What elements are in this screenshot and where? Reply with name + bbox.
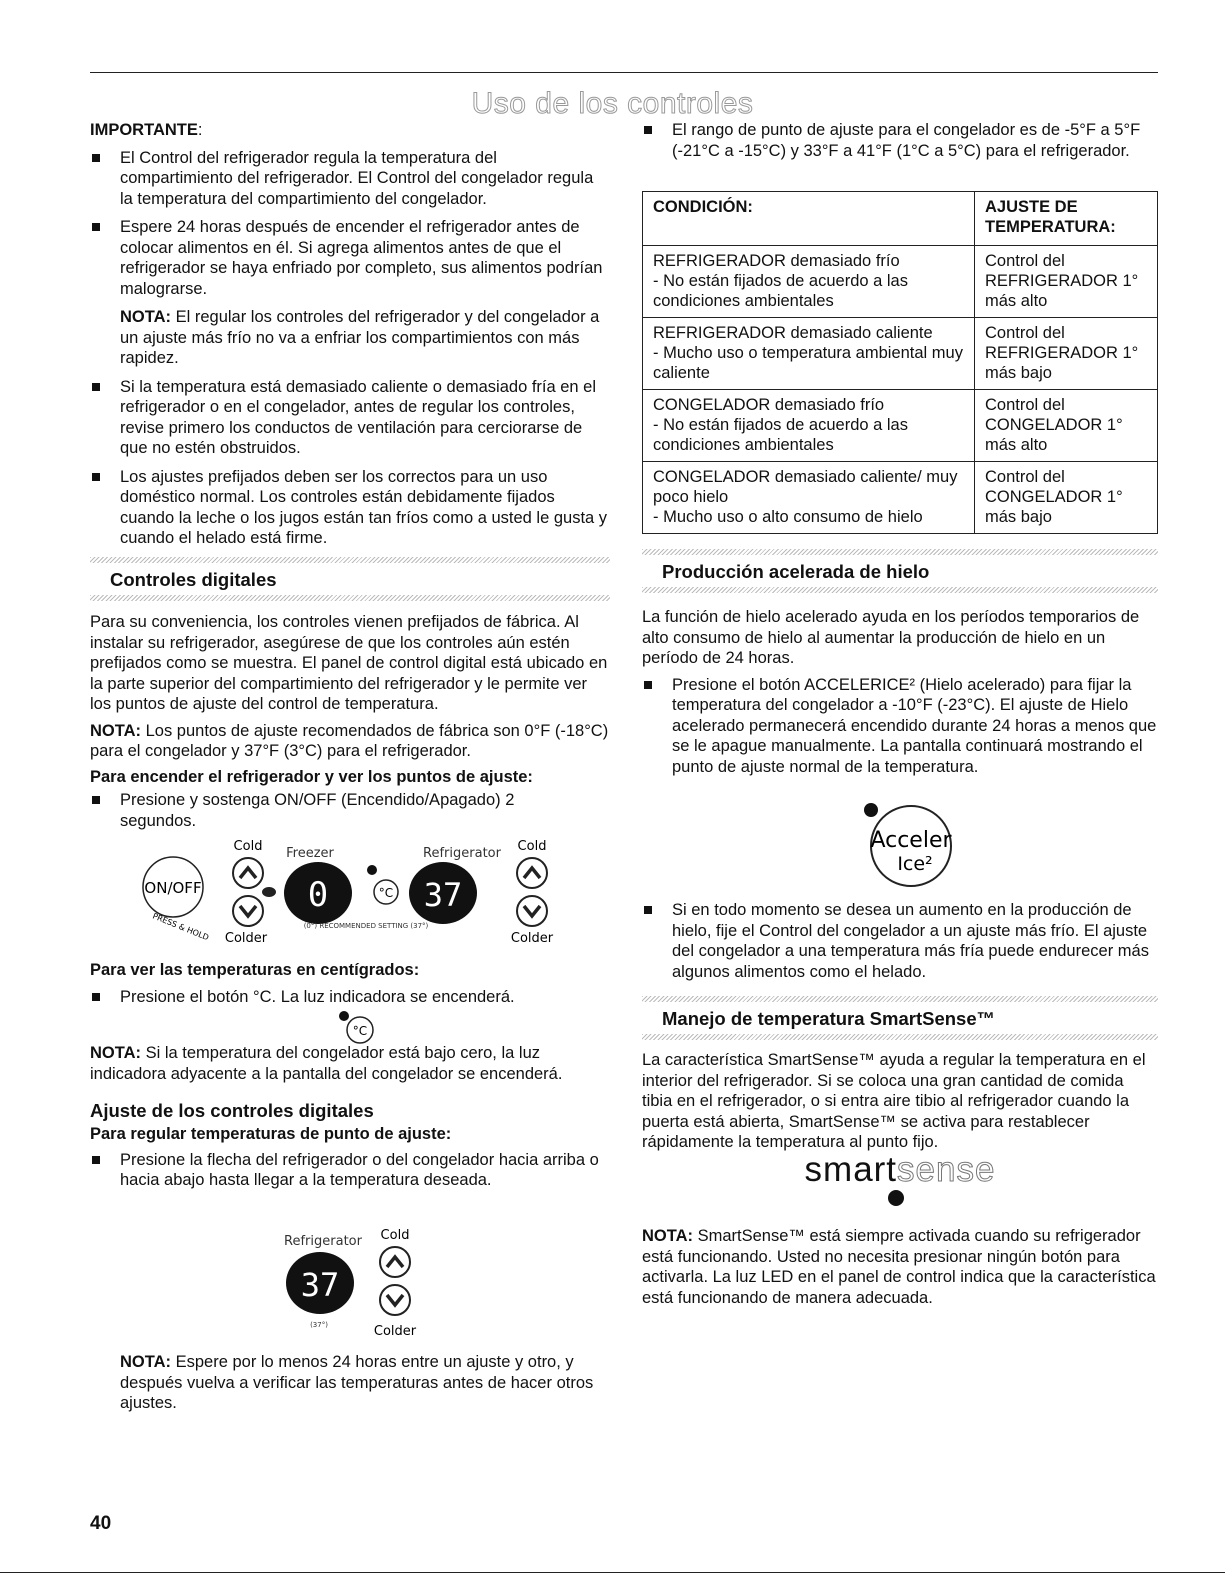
list-item: El Control del refrigerador regula la temperatura del compartimiento del refrigerador. El Control del congelador regula la temperatura del compartimiento del congelador. — [90, 148, 610, 210]
freezer-up-arrow-icon[interactable] — [233, 858, 263, 888]
nota3-section — [90, 1043, 615, 1191]
list-item: Presione la flecha del refrigerador o del congelador hacia arriba o hacia abajo hasta llegar a la temperatura deseada. — [90, 1150, 615, 1191]
table-row — [643, 462, 1158, 534]
refrigerator-control-illustration — [276, 1225, 436, 1343]
nota-paragraph: NOTA: Espere por lo menos 24 horas entre un ajuste y otro, y después vuelva a verificar las temperaturas antes de hacer otros ajustes. — [120, 1353, 594, 1412]
column-header: AJUSTE DE TEMPERATURA: — [975, 192, 1158, 246]
table-row — [643, 318, 1158, 390]
adjust-line: más bajo — [985, 364, 1052, 382]
adjust-line: Control del — [985, 324, 1065, 342]
freezer-label: Freezer — [286, 846, 334, 861]
list-item: Si en todo momento se desea un aumento en la producción de hielo, fije el Control del congelador a un ajuste más frío. El ajuste del congelador a una temperatura más fría puede endurecer más algunos alimentos como el helado. — [642, 900, 1158, 982]
encender-list — [90, 790, 610, 831]
section-heading: Producción acelerada de hielo — [662, 561, 930, 582]
table-header-row — [643, 192, 1158, 246]
colder-label-left: Colder — [224, 931, 268, 946]
digital-paragraph: Para su conveniencia, los controles vienen prefijados de fábrica. Al instalar su refrigerador, asegúrese de que los controles aún estén prefijados como se muestra. El panel de control digital está ubicado en la parte superior del compartimiento del refrigerador y le permite ver los puntos de ajuste del control de temperatura. — [90, 613, 608, 713]
refrigerator-value: 37 — [423, 876, 463, 914]
accelerice-label-1: Acceler — [870, 828, 952, 853]
hielo-list — [642, 675, 1158, 778]
condition-detail: - Mucho uso o temperatura ambiental muy caliente — [653, 344, 963, 382]
importante-list-2 — [90, 377, 610, 549]
adjust-line: más alto — [985, 436, 1048, 454]
rango-list — [642, 120, 1158, 161]
digital-section — [90, 612, 610, 831]
regular-list — [90, 1150, 615, 1191]
column-header: CONDICIÓN: — [643, 192, 975, 246]
smartsense-paragraph: La característica SmartSense™ ayuda a regular la temperatura en el interior del refrigerador. Si se coloca una gran cantidad de comida tibia en el refrigerador, o si entra aire tibio al refrigerador cuando la puerta está abierta, SmartSense™ se activa para restablecer rápidamente la temperatura al punto fijo. — [642, 1051, 1146, 1151]
hielo-list-2 — [642, 900, 1158, 982]
freezer-value: 0 — [307, 875, 329, 915]
press-hold-label: PRESS & HOLD — [151, 911, 211, 943]
condition-detail: - No están fijados de acuerdo a las condiciones ambientales — [653, 272, 908, 310]
fridge-up-arrow-icon[interactable] — [517, 858, 547, 888]
cold-label: Cold — [380, 1228, 410, 1243]
list-item: Presione el botón °C. La luz indicadora se encenderá. — [90, 987, 610, 1008]
section-header-digital — [90, 557, 610, 601]
setting-label: (37°) — [310, 1321, 328, 1329]
up-arrow-icon[interactable] — [380, 1247, 410, 1277]
nota-paragraph: NOTA: El regular los controles del refrigerador y del congelador a un ajuste más frío no va a enfriar los compartimientos con más rapidez. — [120, 308, 600, 367]
nota-paragraph: NOTA: Los puntos de ajuste recomendados de fábrica son 0°F (-18°C) para el congelador y 37°F (3°C) para el refrigerador. — [90, 721, 609, 760]
celsius-icon — [336, 1010, 380, 1046]
condition-title: CONGELADOR demasiado caliente/ muy poco hielo — [653, 468, 958, 506]
celsius-icon-label: °C — [352, 1024, 368, 1038]
cold-label-left: Cold — [233, 839, 263, 854]
nota4-section — [120, 1352, 615, 1414]
top-rule — [90, 72, 1158, 73]
smartsense-section — [642, 1050, 1158, 1153]
table-row — [643, 390, 1158, 462]
condition-detail: - Mucho uso o alto consumo de hielo — [653, 508, 923, 526]
colder-label-right: Colder — [510, 931, 554, 946]
table-row — [643, 246, 1158, 318]
smartsense-led-icon — [888, 1190, 904, 1206]
left-column — [90, 120, 610, 549]
page-number: 40 — [90, 1513, 112, 1534]
adjust-line: Control del — [985, 396, 1065, 414]
section-header-hielo — [642, 549, 1158, 593]
subheading: Para regular temperaturas de punto de ajuste: — [90, 1125, 452, 1143]
accelerice-button-icon — [858, 798, 968, 890]
refrigerator-value: 37 — [300, 1266, 340, 1304]
condition-title: CONGELADOR demasiado frío — [653, 396, 885, 414]
section-heading: Manejo de temperatura SmartSense™ — [662, 1008, 996, 1029]
adjust-line: CONGELADOR 1° — [985, 416, 1123, 434]
celsius-label: °C — [378, 886, 394, 900]
list-item: Presione el botón ACCELERICE² (Hielo acelerado) para fijar la temperatura del congelador a -10°F (-23°C). El ajuste de Hielo acelerado permanecerá encendido durante 24 horas a menos que se le apague manualmente. La pantalla continuará mostrando el punto de ajuste normal de la temperatura. — [642, 675, 1158, 778]
section-heading: Ajuste de los controles digitales — [90, 1100, 374, 1121]
refrigerator-label: Refrigerator — [423, 846, 501, 861]
hielo-section — [642, 607, 1158, 777]
list-item: Presione y sostenga ON/OFF (Encendido/Apagado) 2 segundos. — [90, 790, 610, 831]
condition-detail: - No están fijados de acuerdo a las condiciones ambientales — [653, 416, 908, 454]
adjust-line: REFRIGERADOR 1° — [985, 344, 1139, 362]
control-panel-illustration — [130, 830, 570, 950]
adjust-line: Control del — [985, 468, 1065, 486]
subheading: Para ver las temperaturas en centígrados: — [90, 961, 420, 979]
importante-heading: IMPORTANTE: — [90, 121, 203, 139]
adjustment-table — [642, 191, 1158, 534]
adjust-line: más bajo — [985, 508, 1052, 526]
refrigerator-label: Refrigerator — [284, 1234, 362, 1249]
indicator-led — [262, 887, 276, 897]
centigrados-section — [90, 960, 610, 1007]
nota-paragraph: NOTA: SmartSense™ está siempre activada cuando su refrigerador está funcionando. Usted no necesita presionar ningún botón para activarla. La luz LED en el panel de control indica que la característica está funcionando de manera adecuada. — [642, 1227, 1156, 1307]
importante-list — [90, 148, 610, 300]
fridge-down-arrow-icon[interactable] — [517, 896, 547, 926]
condition-title: REFRIGERADOR demasiado frío — [653, 252, 900, 270]
down-arrow-icon[interactable] — [380, 1285, 410, 1315]
list-item: El rango de punto de ajuste para el congelador es de -5°F a 5°F (-21°C a -15°C) y 33°F a 41°F (1°C a 5°C) para el refrigerador. — [642, 120, 1158, 161]
list-item: Espere 24 horas después de encender el refrigerador antes de colocar alimentos en él. Si agrega alimentos antes de que el refrigerador se haya enfriado por completo, sus alimentos podrían malograrse. — [90, 217, 610, 299]
centigrados-list — [90, 987, 610, 1008]
recommended-setting-label: (0°) RECOMMENDED SETTING (37°) — [303, 922, 429, 930]
nota-paragraph: NOTA: Si la temperatura del congelador está bajo cero, la luz indicadora adyacente a la pantalla del congelador se encenderá. — [90, 1044, 563, 1083]
page-title: Uso de los controles — [471, 87, 754, 120]
condition-title: REFRIGERADOR demasiado caliente — [653, 324, 933, 342]
list-item: Si la temperatura está demasiado caliente o demasiado fría en el refrigerador o en el congelador, antes de regular los controles, revise primero los conductos de ventilación para cerciorarse de que no estén obstruidos. — [90, 377, 610, 459]
accelerice-label-2: Ice² — [897, 853, 933, 875]
section-heading: Controles digitales — [110, 569, 277, 590]
adjust-line: CONGELADOR 1° — [985, 488, 1123, 506]
smartsense-logo: smartsense — [804, 1150, 996, 1189]
adjust-line: más alto — [985, 292, 1048, 310]
nota5-section — [642, 1226, 1158, 1308]
subheading: Para encender el refrigerador y ver los puntos de ajuste: — [90, 767, 533, 786]
onoff-label: ON/OFF — [144, 879, 202, 897]
freezer-down-arrow-icon[interactable] — [233, 896, 263, 926]
cold-label-right: Cold — [517, 839, 547, 854]
hielo-section-2 — [642, 900, 1158, 982]
list-item: Los ajustes prefijados deben ser los correctos para un uso doméstico normal. Los controles están debidamente fijados cuando la leche o los jugos están tan fríos como a usted le gusta y cuando el helado está firme. — [90, 467, 610, 549]
colder-label: Colder — [373, 1324, 417, 1339]
right-column — [642, 120, 1158, 161]
section-header-smartsense — [642, 996, 1158, 1040]
hielo-paragraph: La función de hielo acelerado ayuda en los períodos temporarios de alto consumo de hielo al aumentar la producción de hielo en un período de 24 horas. — [642, 608, 1140, 667]
celsius-led — [367, 865, 377, 875]
adjust-line: REFRIGERADOR 1° — [985, 272, 1139, 290]
bottom-rule — [0, 1572, 1225, 1573]
adjust-line: Control del — [985, 252, 1065, 270]
